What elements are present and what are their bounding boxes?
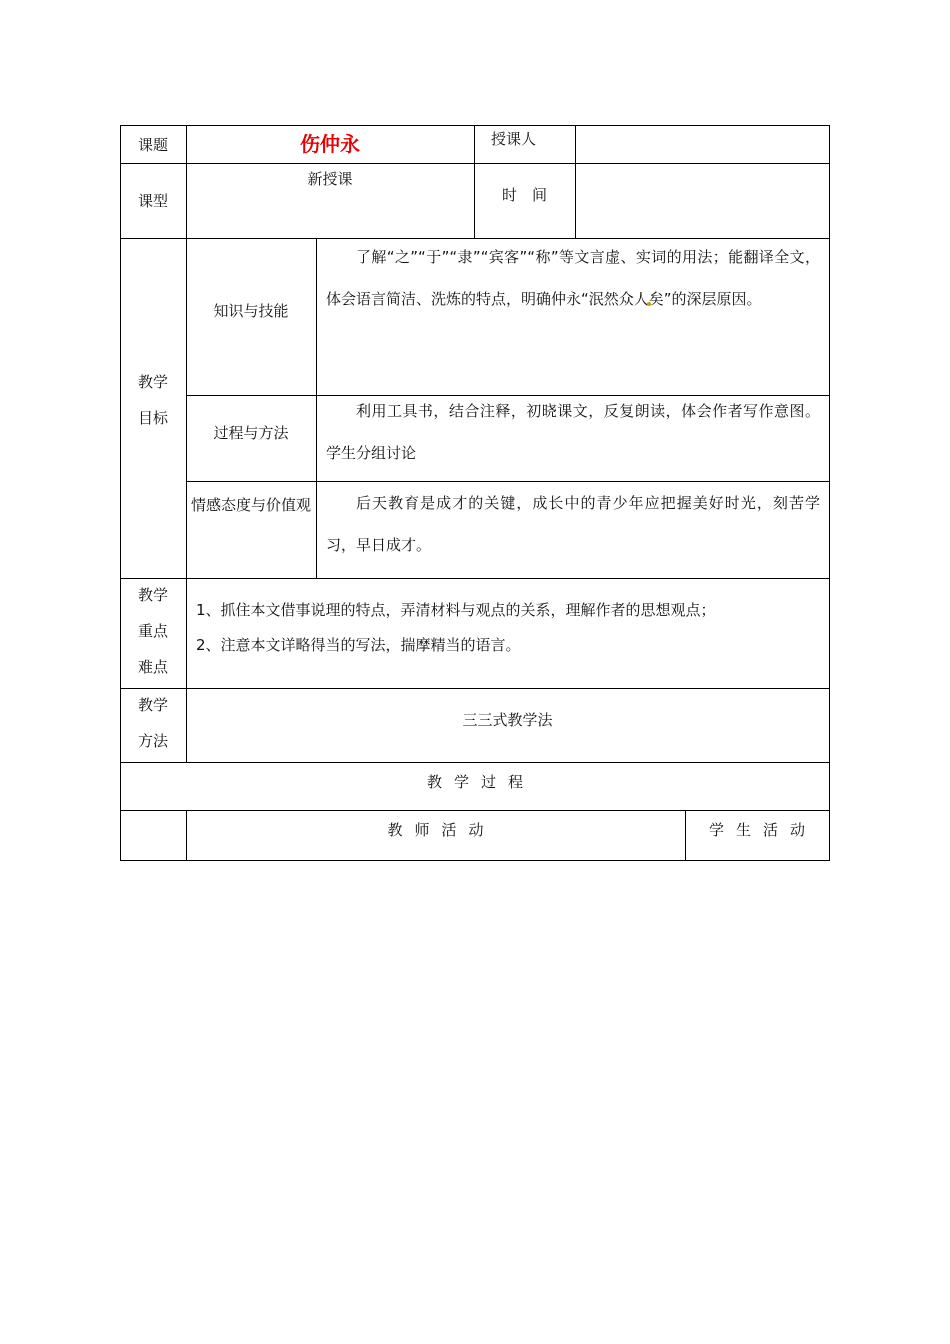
table-border-left: [120, 125, 121, 861]
key-point-1: 1、抓住本文借事说理的特点，弄清材料与观点的关系，理解作者的思想观点；: [196, 601, 716, 619]
key-points-label: 教学重点难点: [137, 586, 168, 676]
row-divider-topic: [120, 163, 830, 164]
col-divider-objective-sub: [316, 238, 317, 579]
col-divider-label-top: [186, 125, 187, 763]
knowledge-label: 知识与技能: [213, 302, 289, 320]
key-point-2: 2、注意本文详略得当的写法，揣摩精当的语言。: [196, 636, 521, 654]
table-border-top: [120, 125, 830, 126]
type-label: 课型: [137, 192, 168, 210]
row-divider-process-title: [120, 810, 830, 811]
method-label: 教学方法: [137, 696, 168, 750]
table-border-right: [829, 125, 830, 861]
process-text: 利用工具书，结合注释，初晓课文，反复朗读，体会作者写作意图。学生分组讨论: [326, 402, 820, 462]
type-value: 新授课: [307, 170, 353, 188]
table-border-bottom: [120, 860, 830, 861]
emotion-text: 后天教育是成才的关键，成长中的青少年应把握美好时光，刻苦学习，早日成才。: [326, 494, 820, 554]
row-divider-keypoints: [120, 688, 830, 689]
topic-title: 伤仲永: [300, 132, 360, 156]
knowledge-text: 了解“之”“于”“隶”“宾客”“称”等文言虚、实词的用法；能翻译全文，体会语言简洁、洗炼的特点，明确仲永“泯然众人矣”的深层原因。: [326, 248, 820, 308]
objectives-label: 教学目标: [137, 373, 168, 427]
row-divider-method: [120, 762, 830, 763]
time-label: 时 间: [501, 186, 547, 204]
emotion-label: 情感态度与价值观: [190, 496, 311, 514]
col-divider-header-right: [575, 125, 576, 239]
student-activity-header: 学生活动: [708, 821, 817, 839]
col-divider-header-mid: [474, 125, 475, 239]
method-value: 三三式教学法: [462, 711, 553, 729]
process-label: 过程与方法: [213, 424, 289, 442]
topic-label: 课题: [137, 136, 168, 154]
process-section-title: 教学过程: [426, 773, 535, 791]
teacher-activity-header: 教师活动: [387, 821, 496, 839]
teacher-label: 授课人: [491, 130, 537, 148]
row-divider-objectives: [120, 578, 830, 579]
